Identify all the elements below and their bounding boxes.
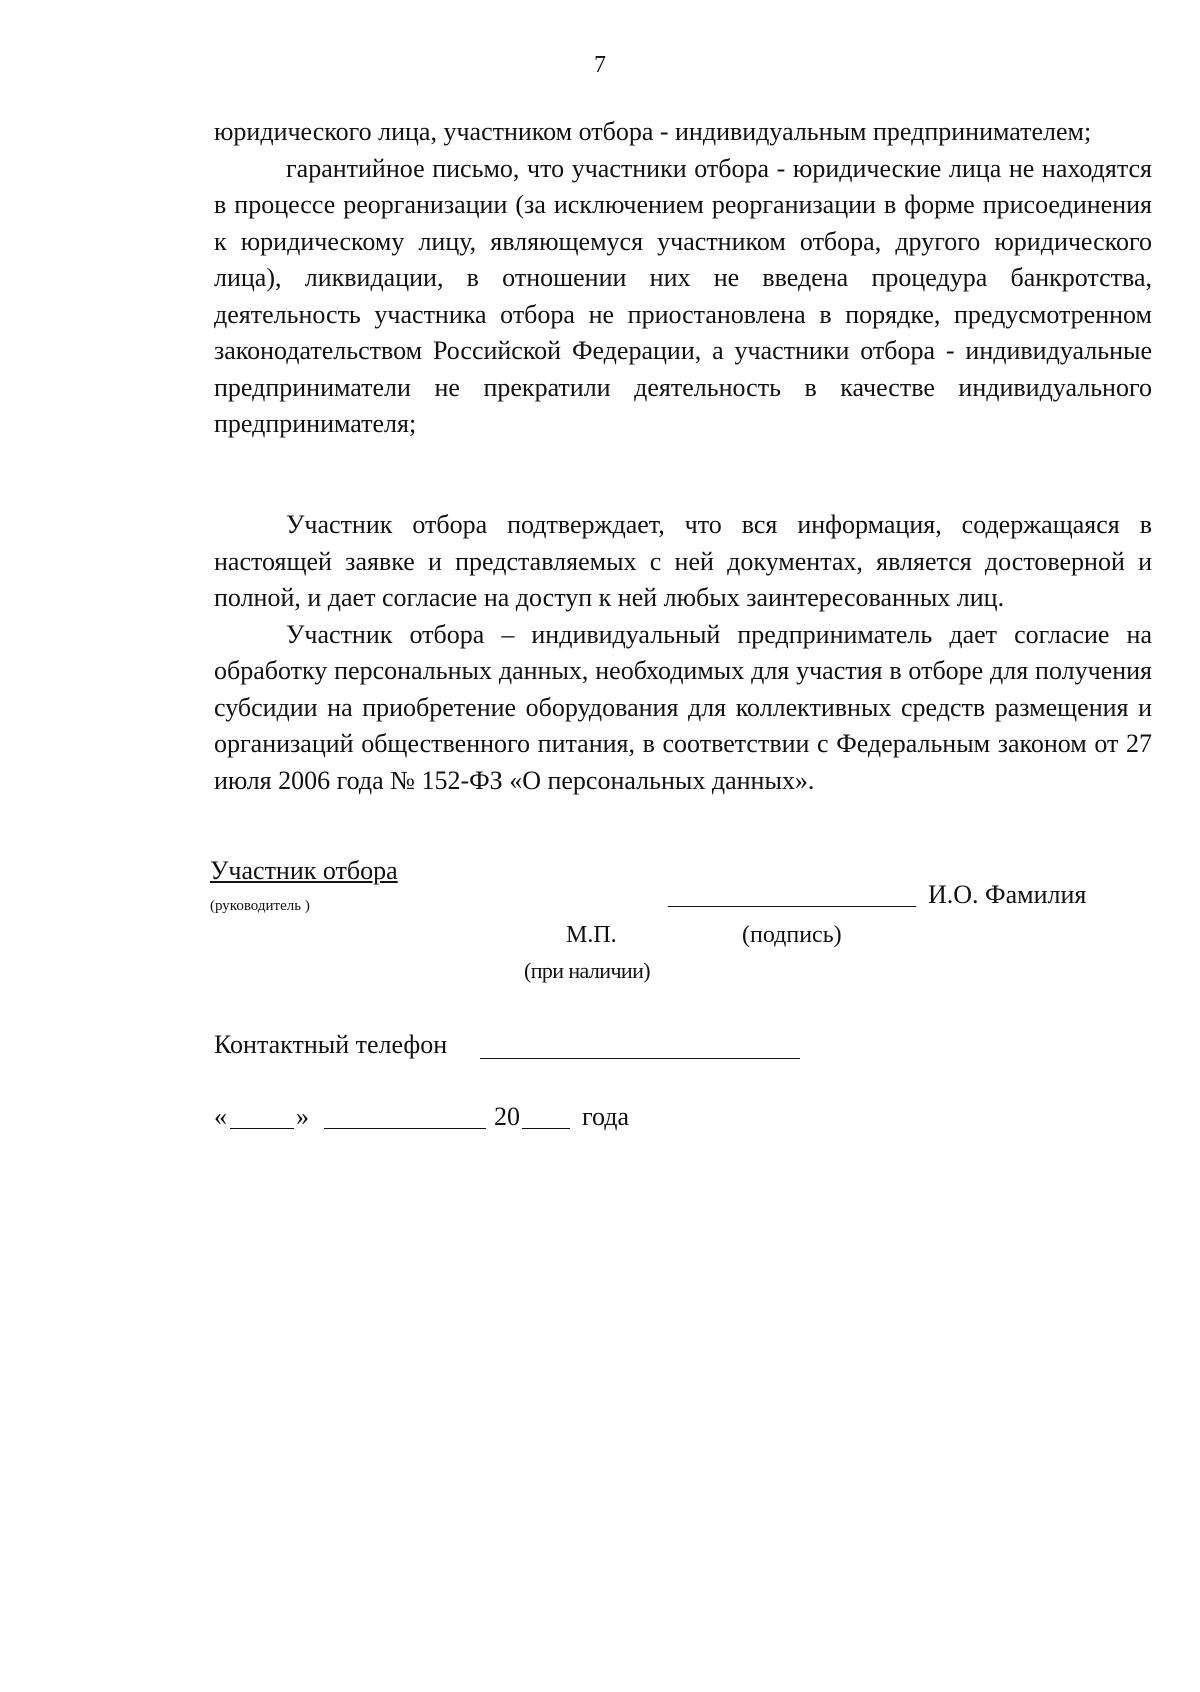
signature-caption: (подпись)	[742, 922, 842, 948]
date-close-quote: »	[296, 1102, 309, 1131]
date-month-line	[324, 1128, 486, 1129]
date-year-line	[522, 1128, 570, 1129]
signature-role: (руководитель )	[210, 898, 310, 914]
contact-phone-line	[480, 1058, 800, 1059]
paragraph-confirmation: Участник отбора подтверждает, что вся информация, содержащаяся в настоящей заявке и представляемых с ней документах, является достоверной и полной, и дает согласие на доступ к ней любых заинтересованных лиц.	[214, 510, 1152, 612]
text-block-top	[214, 114, 1152, 443]
contact-phone-label: Контактный телефон	[214, 1030, 448, 1059]
stamp-note: (при наличии)	[524, 958, 650, 983]
paragraph-guarantee-letter: гарантийное письмо, что участники отбора - юридические лица не находятся в процессе реорганизации (за исключением реорганизации в форме присоединения к юридическому лицу, являющемуся участником отбора, другого юридического лица), ликвидации, в отношении них не введена процедура банкротства, деятельность участника отбора не приостановлена в порядке, предусмотренном законодательством Российской Федерации, а участники отбора - индивидуальные предприниматели не прекратили деятельность в качестве индивидуального предпринимателя;	[214, 153, 1152, 438]
signature-line	[668, 906, 916, 907]
date-suffix: года	[582, 1102, 630, 1131]
paragraph-personal-data: Участник отбора – индивидуальный предприниматель дает согласие на обработку персональных данных, необходимых для участия в отборе для получения субсидии на приобретение оборудования для коллективных средств размещения и организаций общественного питания, в соответствии с Федеральным законом от 27 июля 2006 года № 152-ФЗ «О персональных данных».	[214, 619, 1152, 795]
paragraph-continuation: юридического лица, участником отбора - индивидуальным предпринимателем;	[214, 117, 1092, 146]
date-day-line	[230, 1128, 294, 1129]
date-open-quote: «	[214, 1102, 227, 1131]
text-block-consent	[214, 507, 1152, 799]
signatory-name: И.О. Фамилия	[928, 880, 1087, 909]
stamp-label: М.П.	[566, 922, 617, 948]
page-number: 7	[594, 52, 606, 78]
date-year-prefix: 20	[494, 1102, 520, 1131]
signature-label: Участник отбора	[210, 856, 398, 885]
